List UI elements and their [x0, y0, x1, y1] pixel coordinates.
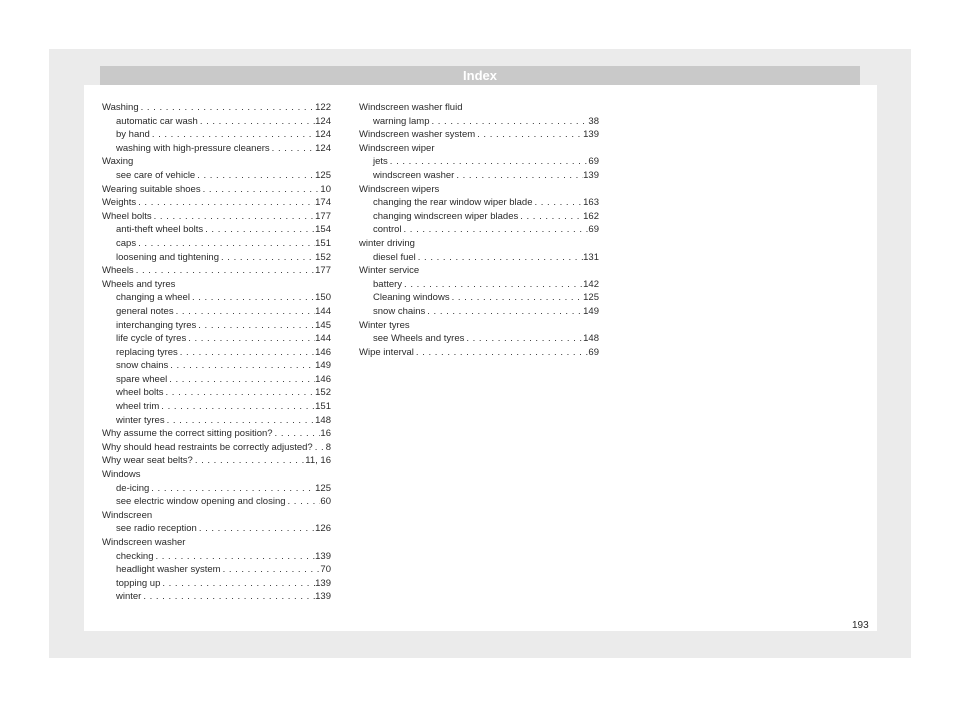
- index-subentry: [102, 319, 331, 333]
- index-entry: [102, 196, 331, 210]
- index-term: jets: [373, 156, 388, 168]
- index-term: see electric window opening and closing: [116, 496, 286, 508]
- index-subentry: [359, 332, 599, 346]
- index-page-ref[interactable]: 150: [315, 292, 331, 304]
- index-term: changing a wheel: [116, 292, 190, 304]
- index-term: windscreen washer: [373, 169, 455, 181]
- index-subentry: [359, 305, 599, 319]
- index-page-ref[interactable]: 139: [315, 591, 331, 603]
- index-term: snow chains: [116, 360, 169, 372]
- index-page-ref[interactable]: 177: [315, 265, 331, 277]
- dot-leader: [425, 305, 583, 319]
- index-term: caps: [116, 237, 137, 249]
- index-term: Windscreen washer system: [359, 129, 476, 141]
- dot-leader: [152, 210, 316, 224]
- index-term: Windscreen wiper: [359, 142, 435, 154]
- index-term: wheel trim: [116, 401, 160, 413]
- index-page-ref[interactable]: 124: [315, 115, 331, 127]
- index-page-ref[interactable]: 10: [320, 183, 331, 195]
- dot-leader: [454, 169, 583, 183]
- index-page-ref[interactable]: 152: [315, 251, 331, 263]
- index-term: Wheels and tyres: [102, 278, 176, 290]
- index-subentry: [102, 169, 331, 183]
- index-page-ref[interactable]: 149: [315, 360, 331, 372]
- index-page-ref[interactable]: 69: [588, 224, 599, 236]
- index-page-ref[interactable]: 125: [583, 292, 599, 304]
- index-subentry: [102, 115, 331, 129]
- index-subentry: [102, 223, 331, 237]
- index-term: changing windscreen wiper blades: [373, 210, 519, 222]
- index-entry: [102, 427, 331, 441]
- dot-leader: [193, 454, 305, 468]
- dot-leader: [201, 183, 321, 197]
- index-page-ref[interactable]: 145: [315, 319, 331, 331]
- dot-leader: [164, 386, 316, 400]
- index-page-ref[interactable]: 139: [583, 129, 599, 141]
- index-subentry: [102, 237, 331, 251]
- index-entry: [102, 155, 331, 169]
- index-subentry: [102, 563, 331, 577]
- index-page-ref[interactable]: 142: [583, 278, 599, 290]
- index-page-ref[interactable]: 139: [315, 577, 331, 589]
- index-page-ref[interactable]: 177: [315, 210, 331, 222]
- dot-leader: [190, 291, 315, 305]
- index-term: de-icing: [116, 482, 150, 494]
- index-subentry: [359, 196, 599, 210]
- index-term: Windows: [102, 469, 141, 481]
- dot-leader: [197, 522, 315, 536]
- index-term: anti-theft wheel bolts: [116, 224, 204, 236]
- index-entry: [359, 319, 599, 333]
- dot-leader: [167, 373, 315, 387]
- index-term: snow chains: [373, 305, 426, 317]
- index-term: general notes: [116, 305, 174, 317]
- index-page-ref[interactable]: 8: [325, 441, 331, 453]
- index-entry: [359, 142, 599, 156]
- dot-leader: [450, 291, 584, 305]
- dot-leader: [221, 563, 321, 577]
- index-subentry: [102, 373, 331, 387]
- index-subentry: [359, 291, 599, 305]
- dot-leader: [196, 319, 315, 333]
- index-page-ref[interactable]: 139: [583, 169, 599, 181]
- index-subentry: [359, 251, 599, 265]
- dot-leader: [313, 441, 326, 455]
- index-entry: [359, 183, 599, 197]
- dot-leader: [174, 305, 316, 319]
- dot-leader: [154, 550, 316, 564]
- index-term: changing the rear window wiper blade: [373, 197, 533, 209]
- index-page-ref[interactable]: 125: [315, 169, 331, 181]
- index-subentry: [359, 155, 599, 169]
- index-term: Cleaning windows: [373, 292, 450, 304]
- index-term: Weights: [102, 197, 137, 209]
- index-entry: [102, 210, 331, 224]
- index-term: Windscreen: [102, 509, 153, 521]
- dot-leader: [141, 590, 315, 604]
- index-subentry: [359, 278, 599, 292]
- index-page-ref[interactable]: 144: [315, 333, 331, 345]
- index-page-ref[interactable]: 148: [583, 333, 599, 345]
- index-page-ref[interactable]: 152: [315, 387, 331, 399]
- index-term: automatic car wash: [116, 115, 198, 127]
- dot-leader: [139, 101, 316, 115]
- index-term: Windscreen wipers: [359, 183, 440, 195]
- index-subentry: [102, 522, 331, 536]
- dot-leader: [168, 359, 315, 373]
- index-term: Wheels: [102, 265, 134, 277]
- index-entry: [102, 468, 331, 482]
- index-term: headlight washer system: [116, 564, 221, 576]
- index-page-ref[interactable]: 122: [315, 102, 331, 113]
- index-page-ref[interactable]: 131: [583, 251, 599, 263]
- index-entry: [102, 101, 331, 115]
- dot-leader: [430, 115, 589, 129]
- index-entry: [102, 183, 331, 197]
- dot-leader: [464, 332, 583, 346]
- dot-leader: [186, 332, 315, 346]
- index-term: Why wear seat belts?: [102, 455, 193, 467]
- index-term: spare wheel: [116, 373, 168, 385]
- dot-leader: [165, 414, 316, 428]
- index-entry: [359, 237, 599, 251]
- dot-leader: [219, 251, 315, 265]
- index-term: see radio reception: [116, 523, 197, 535]
- dot-leader: [160, 577, 315, 591]
- index-term: interchanging tyres: [116, 319, 197, 331]
- index-subentry: [102, 251, 331, 265]
- dot-leader: [198, 115, 315, 129]
- page-header: Index: [100, 66, 860, 85]
- index-page-ref[interactable]: 126: [315, 523, 331, 535]
- index-term: wheel bolts: [116, 387, 164, 399]
- dot-leader: [414, 346, 589, 360]
- index-term: topping up: [116, 577, 161, 589]
- index-page-ref[interactable]: 124: [315, 129, 331, 141]
- index-subentry: [102, 291, 331, 305]
- index-subentry: [102, 577, 331, 591]
- index-entry: [102, 454, 331, 468]
- index-page-ref[interactable]: 69: [588, 156, 599, 168]
- index-page-ref[interactable]: 38: [588, 115, 599, 127]
- index-page-ref[interactable]: 146: [315, 346, 331, 358]
- index-term: Winter tyres: [359, 319, 410, 331]
- index-term: Winter service: [359, 265, 420, 277]
- index-column-left: [102, 101, 331, 604]
- index-page-ref[interactable]: 125: [315, 482, 331, 494]
- dot-leader: [416, 251, 583, 265]
- index-entry: [359, 128, 599, 142]
- index-subentry: [102, 550, 331, 564]
- index-subentry: [102, 414, 331, 428]
- index-term: winter tyres: [116, 414, 165, 426]
- index-entry: [359, 346, 599, 360]
- index-subentry: [102, 359, 331, 373]
- index-subentry: [359, 169, 599, 183]
- dot-leader: [134, 264, 315, 278]
- index-subentry: [102, 482, 331, 496]
- dot-leader: [388, 155, 589, 169]
- dot-leader: [136, 196, 315, 210]
- index-entry: [359, 101, 599, 115]
- dot-leader: [159, 400, 315, 414]
- dot-leader: [149, 482, 315, 496]
- dot-leader: [178, 346, 315, 360]
- index-term: winter: [116, 591, 142, 603]
- index-term: see Wheels and tyres: [373, 333, 465, 345]
- index-subentry: [359, 115, 599, 129]
- index-entry: [102, 509, 331, 523]
- index-page-ref[interactable]: 162: [583, 210, 599, 222]
- dot-leader: [286, 495, 321, 509]
- index-term: winter driving: [359, 237, 415, 249]
- index-term: Why should head restraints be correctly adjusted?: [102, 441, 313, 453]
- index-subentry: [102, 386, 331, 400]
- page-number: 193: [852, 620, 869, 631]
- index-term: diesel fuel: [373, 251, 416, 263]
- index-term: Windscreen washer: [102, 537, 186, 548]
- index-page-ref[interactable]: 139: [315, 550, 331, 562]
- dot-leader: [195, 169, 315, 183]
- index-column-right: [359, 101, 599, 359]
- index-term: by hand: [116, 129, 150, 141]
- index-subentry: [359, 223, 599, 237]
- index-page-ref[interactable]: 124: [315, 142, 331, 154]
- index-term: Why assume the correct sitting position?: [102, 428, 273, 440]
- index-page-ref[interactable]: 151: [315, 237, 331, 249]
- index-term: Washing: [102, 102, 139, 113]
- index-entry: [359, 264, 599, 278]
- index-page-ref[interactable]: 60: [320, 496, 331, 508]
- dot-leader: [136, 237, 315, 251]
- index-term: Waxing: [102, 156, 134, 168]
- index-subentry: [102, 142, 331, 156]
- index-term: life cycle of tyres: [116, 333, 187, 345]
- dot-leader: [475, 128, 583, 142]
- index-entry: [102, 536, 331, 550]
- index-term: see care of vehicle: [116, 169, 196, 181]
- index-subentry: [102, 128, 331, 142]
- dot-leader: [518, 210, 583, 224]
- index-subentry: [102, 305, 331, 319]
- index-page-ref[interactable]: 16: [320, 428, 331, 440]
- index-subentry: [359, 210, 599, 224]
- index-page-ref[interactable]: 146: [315, 373, 331, 385]
- dot-leader: [533, 196, 584, 210]
- index-subentry: [102, 332, 331, 346]
- index-subentry: [102, 495, 331, 509]
- index-subentry: [102, 590, 331, 604]
- index-page-ref[interactable]: 154: [315, 224, 331, 236]
- index-page-ref[interactable]: 70: [320, 564, 331, 576]
- index-subentry: [102, 346, 331, 360]
- index-page-ref[interactable]: 144: [315, 305, 331, 317]
- index-page-ref[interactable]: 148: [315, 414, 331, 426]
- dot-leader: [270, 142, 315, 156]
- index-term: washing with high-pressure cleaners: [116, 142, 270, 154]
- dot-leader: [402, 278, 583, 292]
- index-subentry: [102, 400, 331, 414]
- dot-leader: [203, 223, 315, 237]
- index-term: control: [373, 224, 402, 236]
- index-page-ref[interactable]: 151: [315, 401, 331, 413]
- index-term: loosening and tightening: [116, 251, 220, 263]
- index-page-ref[interactable]: 69: [588, 346, 599, 358]
- index-entry: [102, 441, 331, 455]
- index-page-ref[interactable]: 163: [583, 197, 599, 209]
- index-term: warning lamp: [373, 115, 430, 127]
- dot-leader: [402, 223, 589, 237]
- index-page-ref[interactable]: 11, 16: [305, 455, 331, 467]
- index-term: Wearing suitable shoes: [102, 183, 201, 195]
- dot-leader: [150, 128, 315, 142]
- index-term: checking: [116, 550, 154, 562]
- index-term: Wheel bolts: [102, 210, 152, 222]
- index-entry: [102, 278, 331, 292]
- index-entry: [102, 264, 331, 278]
- index-page-ref[interactable]: 174: [315, 197, 331, 209]
- index-page-ref[interactable]: 149: [583, 305, 599, 317]
- index-term: replacing tyres: [116, 346, 178, 358]
- index-term: battery: [373, 278, 403, 290]
- index-term: Wipe interval: [359, 346, 414, 358]
- dot-leader: [273, 427, 321, 441]
- index-term: Windscreen washer fluid: [359, 102, 463, 113]
